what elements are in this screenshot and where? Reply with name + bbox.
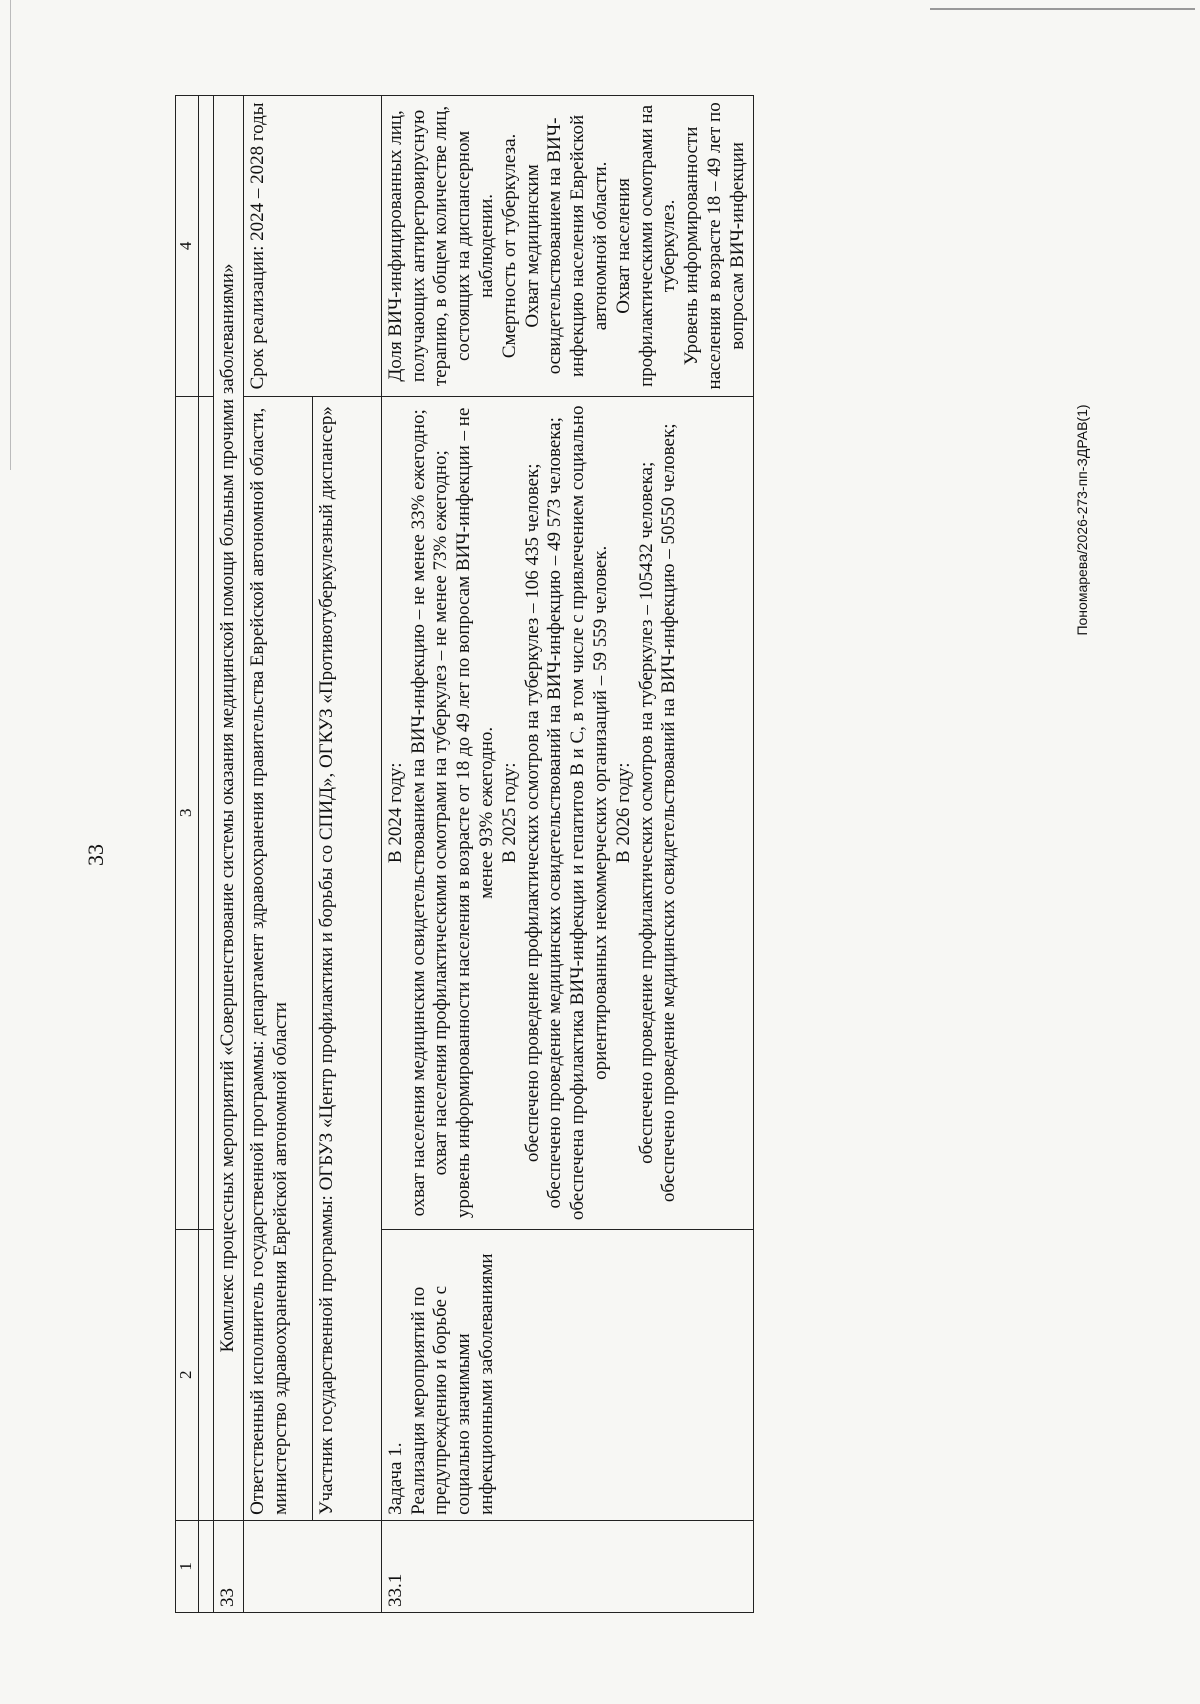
result-item: обеспечено проведение медицинских освидетельствований на ВИЧ-инфекцию – 50550 человек; (658, 423, 680, 1203)
spacer-row (199, 96, 214, 1613)
complex-number: 33 (214, 1520, 244, 1612)
result-item: охват населения профилактическими осмотрами на туберкулез – не менее 73% ежегодно; (430, 450, 452, 1176)
result-item: уровень информированности населения в возрасте от 18 до 49 лет по вопросам ВИЧ-инфекции – не менее 93% ежегодно. (453, 407, 497, 1218)
task-indicators (381, 96, 753, 397)
task-label: Задача 1. (384, 1442, 406, 1515)
indicator: Доля ВИЧ-инфицированных лиц, получающих антиретровирусную терапию, в общем количестве лиц, состоящих на диспансерном наблюдении. (384, 105, 497, 386)
indicator: Охват населения профилактическими осмотрами на туберкулез. (612, 104, 680, 387)
task-results (381, 396, 753, 1229)
result-item: обеспечено проведение профилактических осмотров на туберкулез – 106 435 человек; (521, 463, 543, 1163)
header-col-1: 1 (176, 1520, 199, 1612)
result-year-heading: В 2025 году: (498, 762, 520, 864)
result-item: обеспечено проведение профилактических осмотров на туберкулез – 105432 человека; (635, 461, 657, 1164)
page-number: 33 (83, 844, 108, 866)
result-item: обеспечена профилактика ВИЧ-инфекции и гепатитов В и С, в том числе с привлечением социально ориентированных некоммерческих организаций – 59 559 человек. (567, 405, 611, 1221)
task-name (381, 1229, 753, 1520)
program-table (175, 95, 754, 1613)
result-year-heading: В 2024 году: (384, 762, 406, 864)
responsible-executor: Ответственный исполнитель государственной программы: департамент здравоохранения правительства Еврейской автономной области, министерство здравоохранения Еврейской автономной области (243, 396, 312, 1520)
complex-title: Комплекс процессных мероприятий «Совершенствование системы оказания медицинской помощи больным прочими заболеваниями» (214, 96, 244, 1521)
task-row (381, 96, 753, 1613)
scan-edge-left (10, 0, 11, 470)
program-participant: Участник государственной программы: ОГБУЗ «Центр профилактики и борьбы со СПИД», ОГКУЗ «Противотуберкулезный диспансер» (312, 396, 381, 1520)
indicator: Смертность от туберкулеза. (498, 133, 520, 359)
header-row (176, 96, 199, 1613)
rotated-table-wrapper (175, 95, 1113, 1613)
scan-edge-top (930, 8, 1195, 10)
result-year-heading: В 2026 году: (612, 762, 634, 864)
result-item: обеспечено проведение медицинских освидетельствований на ВИЧ-инфекцию – 49 573 человека; (544, 417, 566, 1209)
task-description: Реализация мероприятий по предупреждению и борьбе с социально значимыми инфекционными заболеваниями (407, 1253, 497, 1515)
implementation-term: Срок реализации: 2024 – 2028 годы (243, 96, 381, 397)
task-number: 33.1 (381, 1520, 753, 1612)
footer-document-code: Пономарева/2026-273-пп-ЗДРАВ(1) (1074, 404, 1090, 636)
header-col-3: 3 (176, 396, 199, 1229)
executor-row (243, 96, 312, 1613)
complex-row (214, 96, 244, 1613)
header-col-2: 2 (176, 1229, 199, 1520)
result-item: охват населения медицинским освидетельствованием на ВИЧ-инфекцию – не менее 33% ежегодно; (407, 409, 429, 1217)
indicator: Уровень информированности населения в возрасте 18 – 49 лет по вопросам ВИЧ-инфекции (681, 102, 748, 390)
indicator: Охват медицинским освидетельствованием на ВИЧ-инфекцию населения Еврейской автономной области. (521, 114, 611, 377)
header-col-4: 4 (176, 96, 199, 397)
